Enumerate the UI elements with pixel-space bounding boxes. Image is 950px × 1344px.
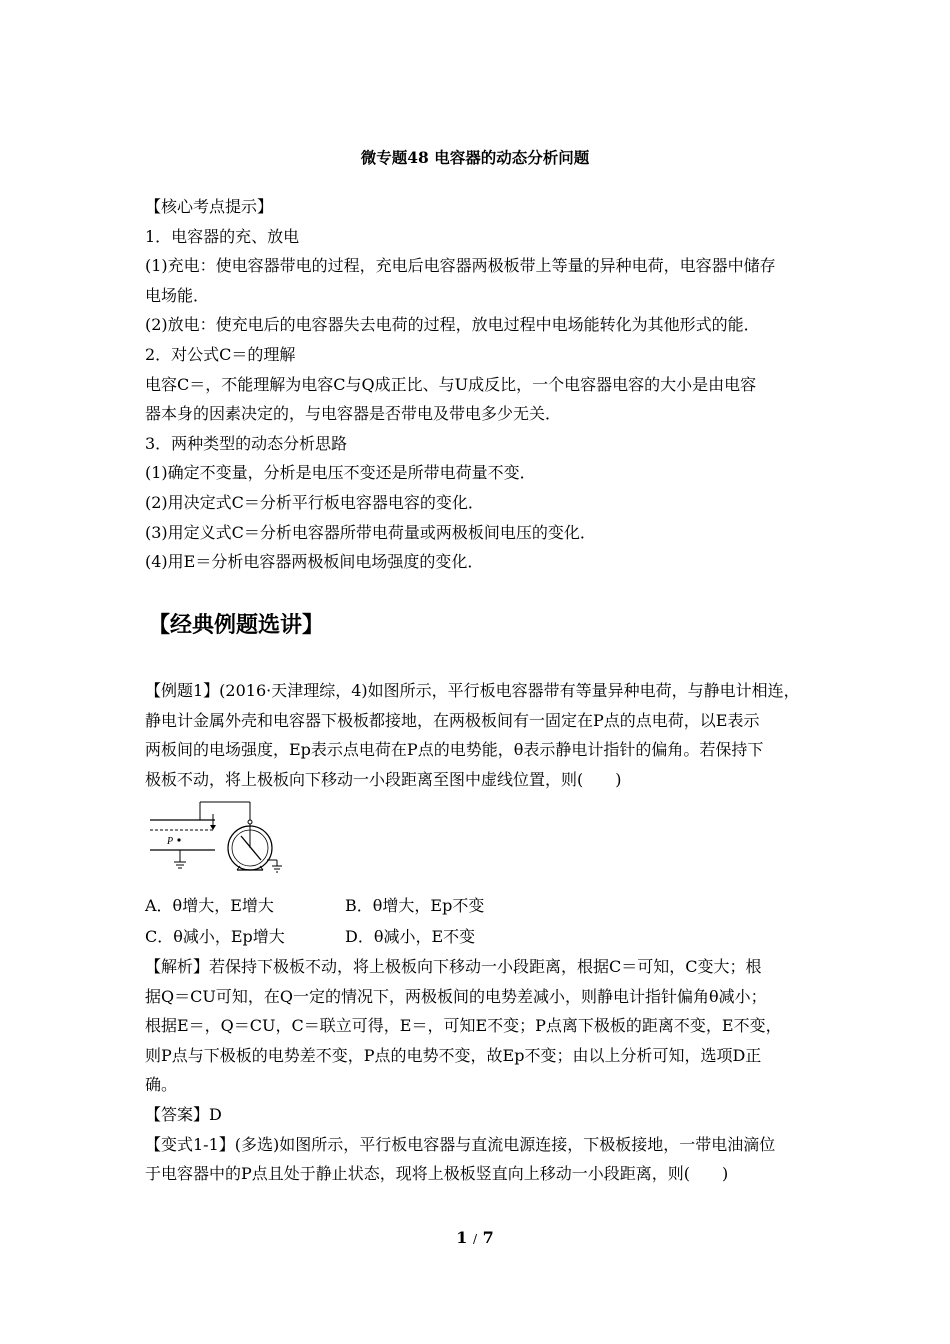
capacitor-electroscope-diagram [145,796,295,876]
answer-line: 【答案】D [145,1104,222,1124]
choice-a: A．θ增大，E增大 [145,896,274,915]
choice-c: C．θ减小，Ep增大 [145,927,285,946]
page-separator: / [472,1232,478,1246]
choice-b: B．θ增大，Ep不变 [345,896,485,915]
core-line: (1)充电：使电容器带电的过程，充电后电容器两极板带上等量的异种电荷，电容器中储存 [145,256,776,276]
core-line: 【核心考点提示】 [145,197,274,216]
page-title: 微专题48 电容器的动态分析问题 [360,148,590,167]
analysis-line: 则P点与下极板的电势差不变，P点的电势不变，故Ep不变；由以上分析可知，选项D正 [145,1045,762,1065]
answer-choices [145,890,645,952]
core-points-section [145,192,810,577]
point-p-label: P [167,836,174,847]
core-line: 器本身的因素决定的，与电容器是否带电及带电多少无关． [145,404,562,424]
core-line: (1)确定不变量，分析是电压不变还是所带电荷量不变． [145,463,536,483]
current-page: 1 [456,1228,468,1247]
page-number [0,1228,950,1247]
total-pages: 7 [482,1228,494,1247]
question-line: 静电计金属外壳和电容器下极板都接地，在两极板间有一固定在P点的点电荷，以E表示 [145,710,760,730]
core-line: (2)放电：使充电后的电容器失去电荷的过程，放电过程中电场能转化为其他形式的能． [145,315,760,335]
section-heading: 【经典例题选讲】 [148,613,325,638]
analysis-line: 确。 [145,1075,178,1095]
question-line: 【例题1】(2016·天津理综，4)如图所示，平行板电容器带有等量异种电荷，与静电计相连， [145,681,800,700]
core-line: (3)用定义式C＝分析电容器所带电荷量或两极板间电压的变化． [145,522,596,542]
variant-line: 于电容器中的P点且处于静止状态，现将上极板竖直向上移动一小段距离，则( ) [145,1164,729,1184]
question-line: 极板不动，将上极板向下移动一小段距离至图中虚线位置，则( ) [145,769,622,789]
core-line: 电容C＝，不能理解为电容C与Q成正比、与U成反比，一个电容器电容的大小是由电容 [145,374,757,394]
question-line: 两板间的电场强度，Ep表示点电荷在P点的电势能，θ表示静电计指针的偏角。若保持下 [145,740,764,760]
core-line: 1．电容器的充、放电 [145,226,300,246]
example-1-question [145,676,810,794]
analysis-line: 【解析】若保持下极板不动，将上极板向下移动一小段距离，根据C＝可知，C变大；根 [145,957,762,976]
core-line: (4)用E＝分析电容器两极板间电场强度的变化． [145,552,484,572]
analysis-section [145,952,810,1189]
core-line: 电场能． [145,285,210,305]
core-line: 3．两种类型的动态分析思路 [145,433,348,453]
variant-line: 【变式1-1】(多选)如图所示，平行板电容器与直流电源连接，下极板接地，一带电油滴位 [145,1134,776,1154]
core-line: (2)用决定式C＝分析平行板电容器电容的变化． [145,492,484,512]
core-line: 2．对公式C＝的理解 [145,344,296,364]
analysis-line: 根据E＝，Q＝CU，C＝联立可得，E＝，可知E不变；P点离下极板的距离不变，E不变， [145,1016,782,1036]
analysis-line: 据Q＝CU可知，在Q一定的情况下，两极板间的电势差减小，则静电计指针偏角θ减小； [145,986,767,1006]
choice-d: D．θ减小，E不变 [345,927,476,946]
